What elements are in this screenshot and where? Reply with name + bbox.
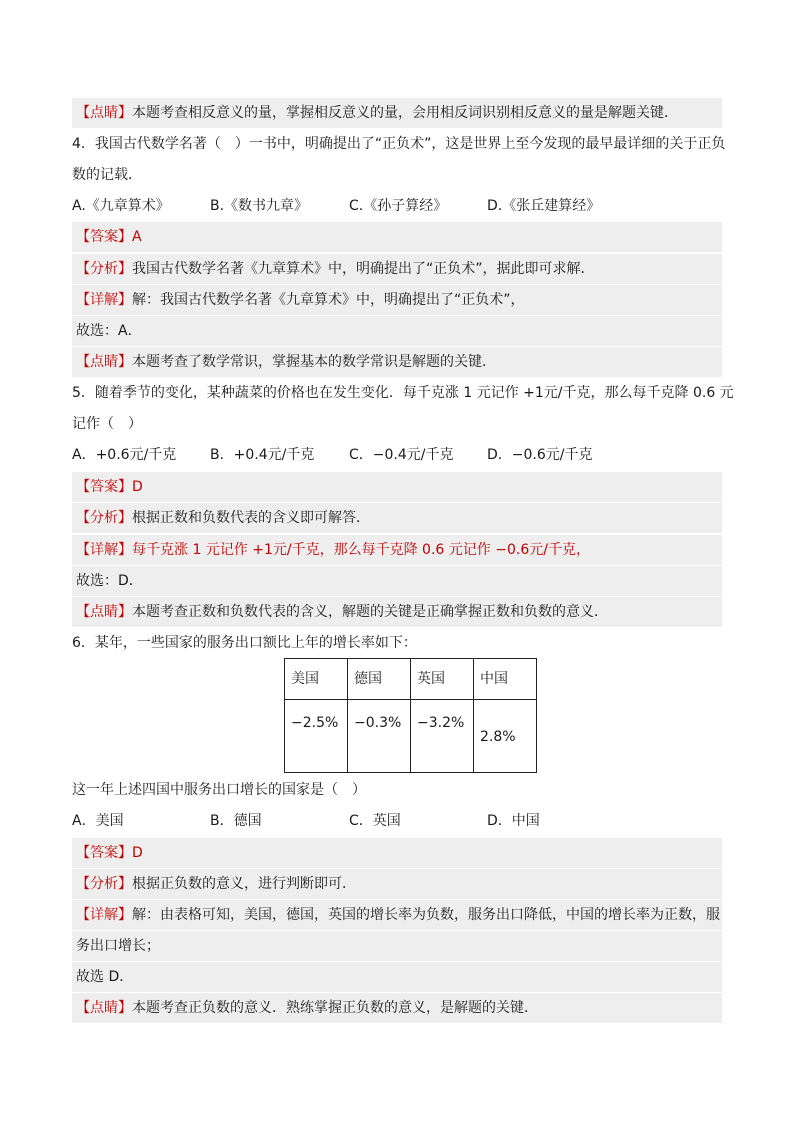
q4-choose-text: 故选：A． [76,323,142,339]
q6-answer-value: D [132,845,143,861]
q4-answer-value: A [132,229,142,245]
q5-answer-row [72,472,722,502]
answer-tag: 【答案】 [76,229,132,245]
q4-option-c[interactable]: C.《孙子算经》 [349,198,448,214]
q5-comment-row [72,597,722,627]
q6-question: 这一年上述四国中服务出口增长的国家是（ ） [72,782,366,798]
q6-choose-text: 故选 D． [76,969,134,985]
q5-analysis-row [72,503,722,533]
table-header-row [285,659,537,700]
q4-analysis-row [72,254,722,284]
q5-stem-line1: 5．随着季节的变化，某种蔬菜的价格也在发生变化．每千克涨 1 元记作 +1元/千克，那么每千克降 0.6 元 [72,385,734,401]
q6-choose-row [72,962,722,992]
table-value-cell: −2.5% [285,700,348,773]
q3-comment-row [72,98,722,128]
q5-option-a[interactable]: A．+0.6元/千克 [72,447,177,463]
comment-tag: 【点睛】 [76,1000,132,1016]
q6-option-c[interactable]: C．英国 [349,813,401,829]
q3-comment-text: 本题考查相反意义的量，掌握相反意义的量，会用相反词识别相反意义的量是解题关键． [132,105,678,121]
q6-detail-row-2 [72,931,722,961]
q5-comment-text: 本题考查正数和负数代表的含义，解题的关键是正确掌握正数和负数的意义． [132,604,608,620]
answer-tag: 【答案】 [76,479,132,495]
q6-option-d[interactable]: D．中国 [487,813,540,829]
analysis-tag: 【分析】 [76,261,132,277]
q5-choose-row [72,566,722,596]
table-value-cell: −3.2% [411,700,474,773]
q6-stem: 6．某年，一些国家的服务出口额比上年的增长率如下： [72,635,417,651]
q6-detail-row-1 [72,900,722,930]
q4-stem-line2: 数的记载． [72,167,142,183]
q4-choose-row [72,316,722,346]
q5-detail-row [72,535,722,565]
q4-option-d[interactable]: D.《张丘建算经》 [487,198,601,214]
q5-options [72,442,722,468]
table-header-cell: 德国 [348,659,411,700]
q5-option-d[interactable]: D．−0.6元/千克 [487,447,593,463]
table-value-cell: 2.8% [474,700,537,773]
q6-detail-text-2: 务出口增长； [76,938,160,954]
q4-option-b[interactable]: B.《数书九章》 [210,198,309,214]
detail-tag: 【详解】 [76,542,132,558]
q5-option-b[interactable]: B．+0.4元/千克 [210,447,315,463]
comment-tag: 【点睛】 [76,604,132,620]
q4-stem-line1: 4．我国古代数学名著（ ）一书中，明确提出了“正负术”，这是世界上至今发现的最早最详细的关于正负 [72,136,726,152]
q4-comment-row [72,347,722,377]
q6-analysis-text: 根据正负数的意义，进行判断即可． [132,876,356,892]
q4-comment-text: 本题考查了数学常识，掌握基本的数学常识是解题的关键． [132,354,496,370]
q5-option-c[interactable]: C．−0.4元/千克 [349,447,454,463]
q4-options [72,193,722,219]
table-value-cell: −0.3% [348,700,411,773]
growth-rate-table [284,658,537,773]
comment-tag: 【点睛】 [76,354,132,370]
q5-analysis-text: 根据正数和负数代表的含义即可解答． [132,510,370,526]
q5-answer-value: D [132,479,143,495]
q4-answer-row [72,222,722,252]
q4-detail-text: 解：我国古代数学名著《九章算术》中，明确提出了“正负术”， [132,292,525,308]
q5-stem-line2: 记作（ ） [72,416,142,432]
q6-options [72,808,722,834]
table-header-cell: 英国 [411,659,474,700]
q4-analysis-text: 我国古代数学名著《九章算术》中，明确提出了“正负术”，据此即可求解． [132,261,595,277]
q6-option-b[interactable]: B．德国 [210,813,262,829]
analysis-tag: 【分析】 [76,510,132,526]
q5-detail-text: 每千克涨 1 元记作 +1元/千克，那么每千克降 0.6 元记作 −0.6元/千克， [132,542,590,558]
analysis-tag: 【分析】 [76,876,132,892]
q6-comment-text: 本题考查正负数的意义．熟练掌握正负数的意义，是解题的关键． [132,1000,538,1016]
q6-answer-row [72,838,722,868]
q6-option-a[interactable]: A．美国 [72,813,124,829]
comment-tag: 【点睛】 [76,105,132,121]
table-header-cell: 中国 [474,659,537,700]
detail-tag: 【详解】 [76,907,132,923]
q6-comment-row [72,993,722,1023]
q5-choose-text: 故选：D． [76,573,143,589]
detail-tag: 【详解】 [76,292,132,308]
q4-option-a[interactable]: A.《九章算术》 [72,198,170,214]
q4-detail-row [72,285,722,315]
table-header-cell: 美国 [285,659,348,700]
q6-detail-text-1: 解：由表格可知，美国，德国，英国的增长率为负数，服务出口降低，中国的增长率为正数，服 [132,907,720,923]
q6-analysis-row [72,869,722,899]
answer-tag: 【答案】 [76,845,132,861]
table-value-row [285,700,537,773]
